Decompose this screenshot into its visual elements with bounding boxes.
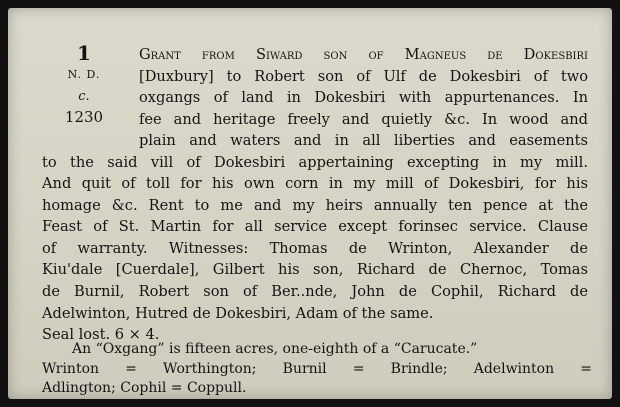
entry-text xyxy=(42,41,588,346)
text-line-content: Grant from Siward son of Magneus de Dokesbiri xyxy=(139,46,588,63)
document-page xyxy=(8,8,612,399)
margin-nd: N. D. xyxy=(67,68,101,81)
text-line: of warranty. Witnesses: Thomas de Wrinton, Alexander de xyxy=(42,239,588,257)
footnote-line: Adlington; Cophil = Coppull. xyxy=(42,380,247,397)
seal-note: Seal lost. 6 × 4. xyxy=(42,326,160,344)
text-line xyxy=(42,41,588,66)
text-line: de Burnil, Robert son of Ber..nde, John de Cophil, Richard de xyxy=(42,283,588,301)
text-line: to the said vill of Dokesbiri appertaining excepting in my mill. xyxy=(42,153,588,171)
text-line: Kiu'dale [Cuerdale], Gilbert his son, Richard de Chernoc, Tomas xyxy=(42,261,588,279)
footnote xyxy=(42,340,592,399)
footnote-line: Wrinton = Worthington; Burnil = Brindle; Adelwinton = xyxy=(42,360,592,377)
text-line: [Duxbury] to Robert son of Ulf de Dokesbiri of two xyxy=(139,67,588,85)
margin-year: 1230 xyxy=(64,108,104,126)
text-line: Adelwinton, Hutred de Dokesbiri, Adam of the same. xyxy=(42,304,434,322)
margin-circa: c. xyxy=(78,88,90,104)
text-line: Feast of St. Martin for all service except forinsec service. Clause xyxy=(42,218,588,236)
text-line: oxgangs of land in Dokesbiri with appurtenances. In xyxy=(139,89,588,107)
text-line: homage &c. Rent to me and my heirs annually ten pence at the xyxy=(42,196,588,214)
text-line: And quit of toll for his own corn in my mill of Dokesbiri, for his xyxy=(42,175,588,193)
footnote-line: An “Oxgang” is fifteen acres, one-eighth of a “Carucate.” xyxy=(72,341,478,357)
entry-number: 1 xyxy=(77,41,91,65)
text-line: fee and heritage freely and quietly &c. In wood and xyxy=(139,110,588,128)
text-line: plain and waters and in all liberties and easements xyxy=(139,132,588,150)
